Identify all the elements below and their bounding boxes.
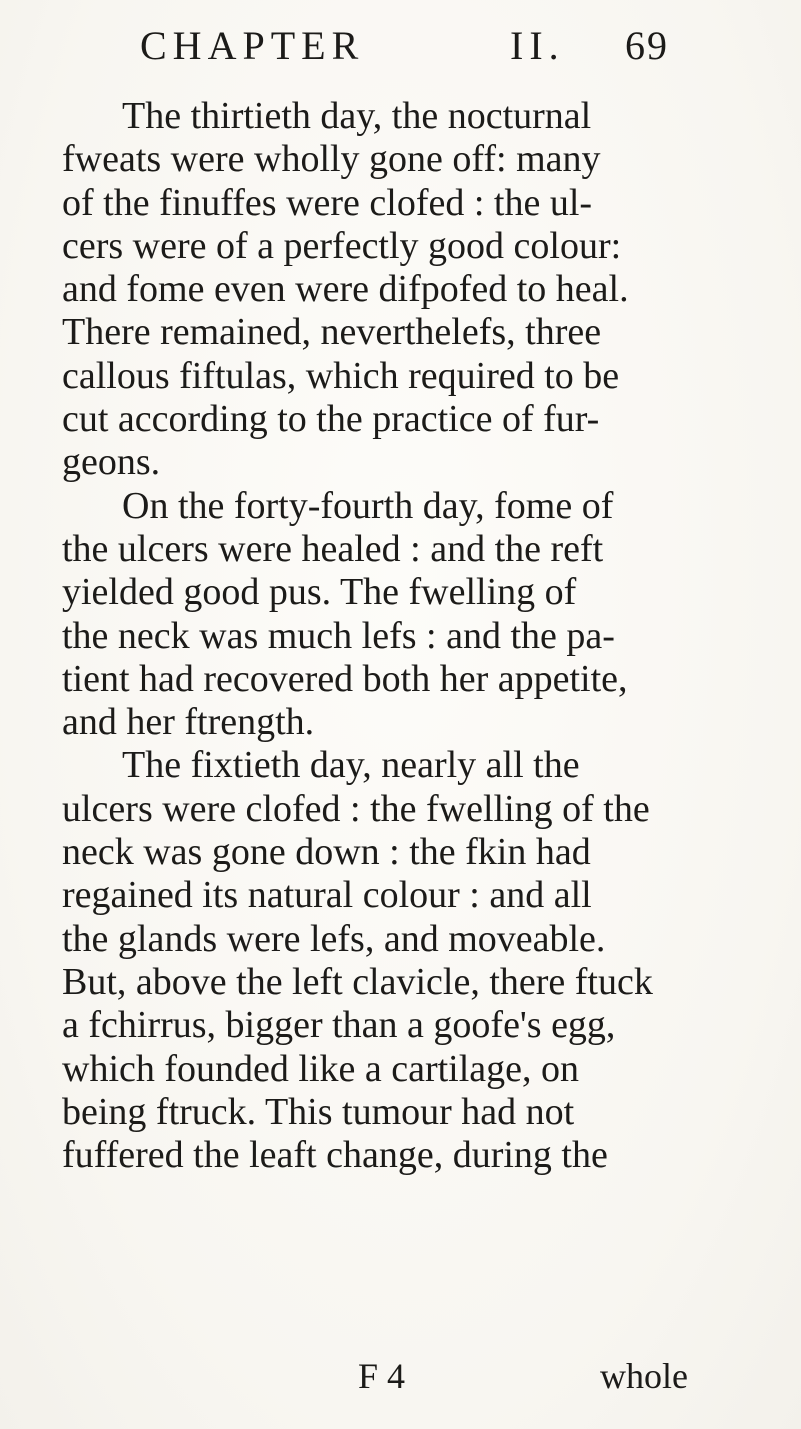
text-line: yielded good pus. The fwelling of — [62, 571, 577, 614]
text-line: The fixtieth day, nearly all the — [122, 744, 580, 787]
text-line: tient had recovered both her appetite, — [62, 657, 628, 700]
text-line: the neck was much lefs : and the pa- — [62, 614, 615, 657]
text-line: the glands were lefs, and moveable. — [62, 917, 606, 960]
text-line: cut according to the practice of fur- — [62, 398, 600, 441]
text-line: being ftruck. This tumour had not — [62, 1090, 575, 1133]
text-line: regained its natural colour : and all — [62, 874, 592, 917]
signature-mark: F 4 — [358, 1356, 406, 1396]
page-footer — [0, 1355, 801, 1399]
body-text — [62, 95, 762, 1177]
text-line: fuffered the leaft change, during the — [62, 1134, 608, 1177]
text-line: There remained, neverthelefs, three — [62, 311, 602, 354]
text-line: But, above the left clavicle, there ftuck — [62, 960, 653, 1003]
text-line: of the finuffes were clofed : the ul- — [62, 181, 593, 224]
text-line: geons. — [62, 441, 161, 484]
text-line: ulcers were clofed : the fwelling of the — [62, 787, 650, 830]
text-line: The thirtieth day, the nocturnal — [122, 95, 592, 137]
text-line: neck was gone down : the fkin had — [62, 831, 591, 874]
text-line: On the forty-fourth day, fome of — [122, 484, 614, 527]
text-line: a fchirrus, bigger than a goofe's egg, — [62, 1004, 616, 1047]
chapter-title: CHAPTER — [140, 23, 365, 68]
text-line: the ulcers were healed : and the reft — [62, 527, 604, 570]
text-line: and fome even were difpofed to heal. — [62, 268, 629, 311]
text-line: callous fiftulas, which required to be — [62, 354, 620, 397]
chapter-number: II. — [510, 23, 565, 68]
running-head — [140, 22, 700, 78]
text-line: which founded like a cartilage, on — [62, 1047, 580, 1090]
text-line: fweats were wholly gone off: many — [62, 138, 601, 181]
catchword: whole — [600, 1356, 688, 1396]
text-line: and her ftrength. — [62, 701, 315, 744]
page-number: 69 — [625, 23, 669, 68]
text-line: cers were of a perfectly good colour: — [62, 224, 622, 267]
